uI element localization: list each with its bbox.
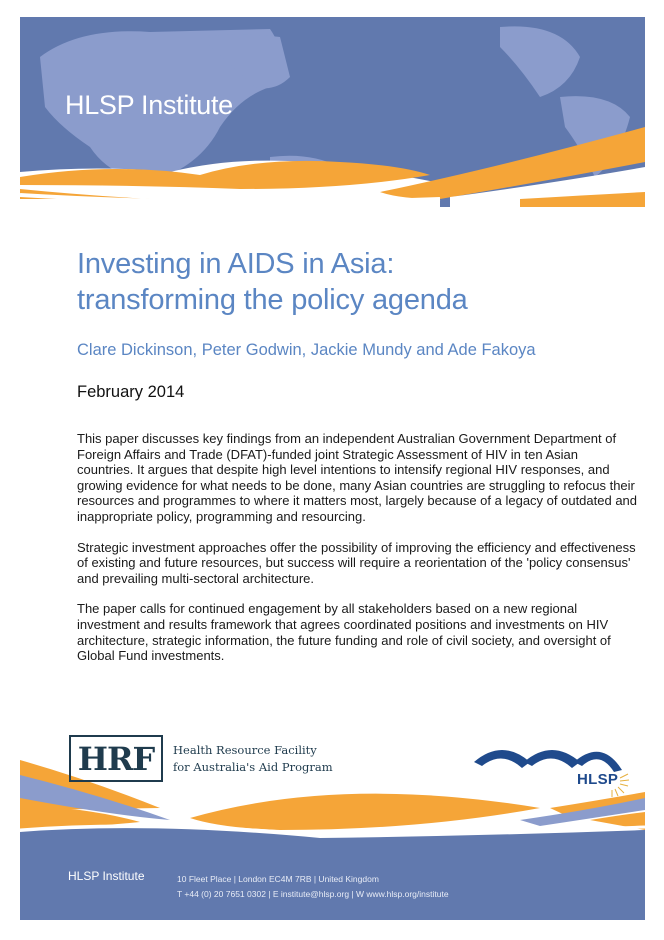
abstract-paragraph: This paper discusses key findings from an independent Australian Government Department of Foreign Affairs and Trade (DFAT)-funded joint Strategic Assessment of HIV in ten Asian countries. It argues that despite high level intentions to intensify regional HIV responses, and growing evidence for what needs to be done, many Asian countries are struggling to refocus their resources and programmes to where it matters most, largely because of a legacy of outdated and inappropriate policy, programming and resourcing. — [77, 431, 638, 524]
hrf-logo: HRF — [69, 735, 163, 782]
publication-date: February 2014 — [77, 383, 185, 401]
footer-contact-details: T +44 (0) 20 7651 0302 | E institute@hlsp.org | W www.hlsp.org/institute — [177, 889, 449, 899]
footer-contact — [177, 872, 449, 902]
title-line-2: transforming the policy agenda — [77, 284, 468, 316]
hrf-name-line-1: Health Resource Facility — [173, 743, 317, 757]
header-banner — [20, 17, 645, 207]
banner-title: HLSP Institute — [65, 90, 233, 120]
abstract-paragraph: Strategic investment approaches offer the possibility of improving the efficiency and effectiveness of existing and future resources, but success will require a reorientation of the 'policy consensus' and prevailing multi-sectoral architecture. — [77, 539, 636, 586]
document-title — [77, 246, 468, 318]
title-line-1: Investing in AIDS in Asia: — [77, 248, 395, 280]
footer-address: 10 Fleet Place | London EC4M 7RB | United Kingdom — [177, 874, 379, 884]
hlsp-logo-text: HLSP — [577, 771, 619, 788]
authors: Clare Dickinson, Peter Godwin, Jackie Mundy and Ade Fakoya — [77, 341, 536, 359]
footer-institute-name: HLSP Institute — [68, 869, 145, 883]
abstract — [77, 431, 637, 679]
hlsp-logo — [472, 740, 632, 802]
footer — [20, 720, 645, 920]
abstract-paragraph: The paper calls for continued engagement by all stakeholders based on a new regional investment and results framework that agrees coordinated positions and investments on HIV architecture, strategic information, the future funding and role of civil society, and oversight of Global Fund investments. — [77, 601, 611, 664]
hrf-name — [173, 742, 333, 776]
hrf-name-line-2: for Australia's Aid Program — [173, 760, 333, 774]
